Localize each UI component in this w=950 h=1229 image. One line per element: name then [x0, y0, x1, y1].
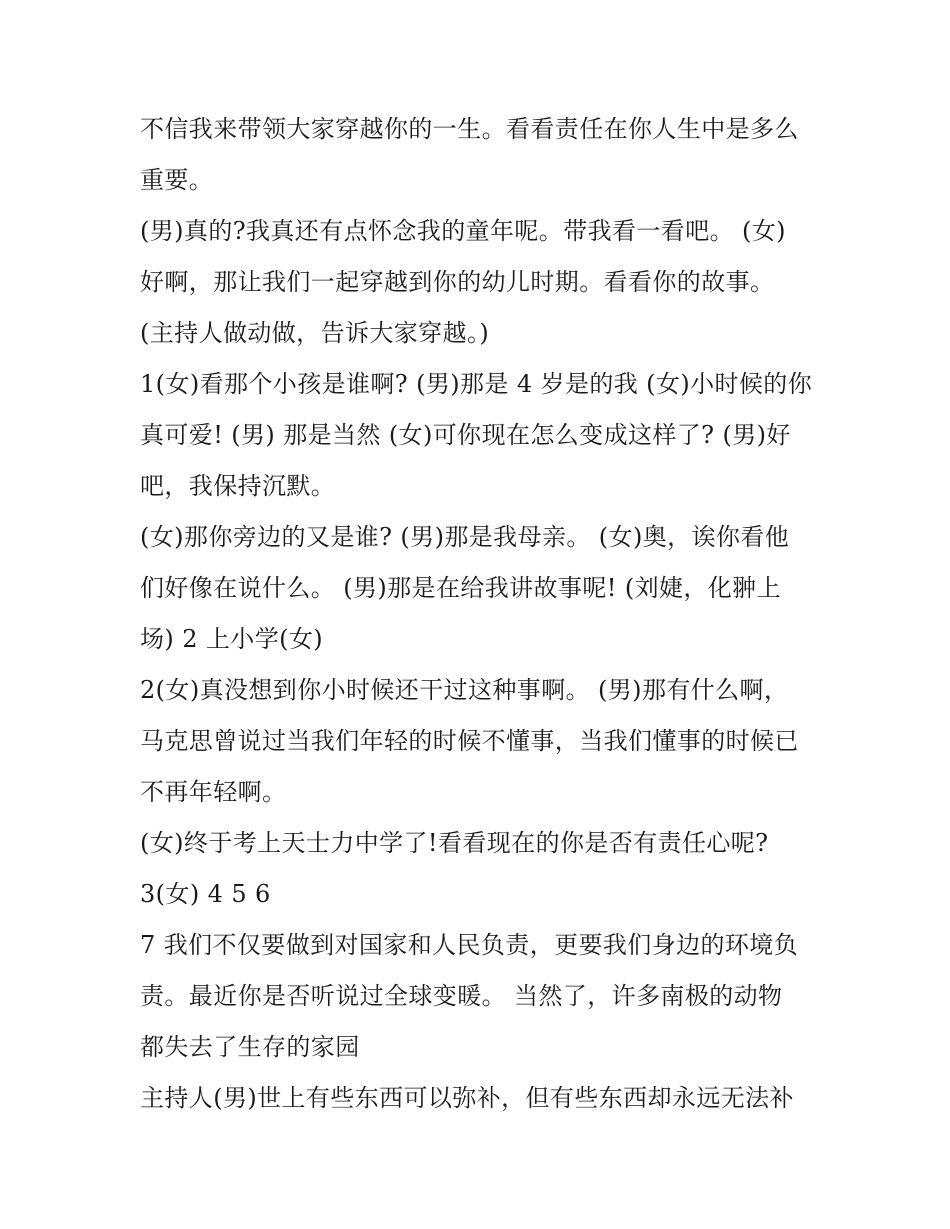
text-line: (男)真的?我真还有点怀念我的童年呢。带我看一看吧。 (女) [140, 217, 786, 245]
document-body [140, 104, 830, 1124]
text-line: 们好像在说什么。 (男)那是在给我讲故事呢! (刘婕，化翀上 [140, 574, 781, 602]
text-line: (女)终于考上天士力中学了!看看现在的你是否有责任心呢? [140, 829, 769, 857]
text-line: 吧，我保持沉默。 [140, 472, 336, 500]
text-line: 不信我来带领大家穿越你的一生。看看责任在你人生中是多么 [140, 115, 799, 143]
text-line: 7 我们不仅要做到对国家和人民负责，更要我们身边的环境负 [140, 931, 799, 959]
text-line: 责。最近你是否听说过全球变暖。 当然了，许多南极的动物 [140, 982, 783, 1010]
text-line: 3(女) 4 5 6 [140, 880, 271, 908]
text-line: 2(女)真没想到你小时候还干过这种事啊。 (男)那有什么啊， [140, 676, 789, 704]
text-line: (主持人做动做，告诉大家穿越。) [140, 319, 490, 347]
text-line: 不再年轻啊。 [140, 778, 287, 806]
text-line: 都失去了生存的家园 [140, 1033, 360, 1061]
text-line: 主持人(男)世上有些东西可以弥补，但有些东西却永远无法补 [140, 1084, 794, 1112]
text-line: 真可爱! (男) 那是当然 (女)可你现在怎么变成这样了? (男)好 [140, 421, 791, 449]
text-line: 场) 2 上小学(女) [140, 625, 324, 653]
text-line: 1(女)看那个小孩是谁啊? (男)那是 4 岁是的我 (女)小时候的你 [140, 370, 813, 398]
text-line: 好啊，那让我们一起穿越到你的幼儿时期。看看你的故事。 [140, 268, 775, 296]
text-line: 马克思曾说过当我们年轻的时候不懂事，当我们懂事的时候已 [140, 727, 799, 755]
text-line: 重要。 [140, 166, 214, 194]
text-line: (女)那你旁边的又是谁? (男)那是我母亲。 (女)奥，诶你看他 [140, 523, 790, 551]
